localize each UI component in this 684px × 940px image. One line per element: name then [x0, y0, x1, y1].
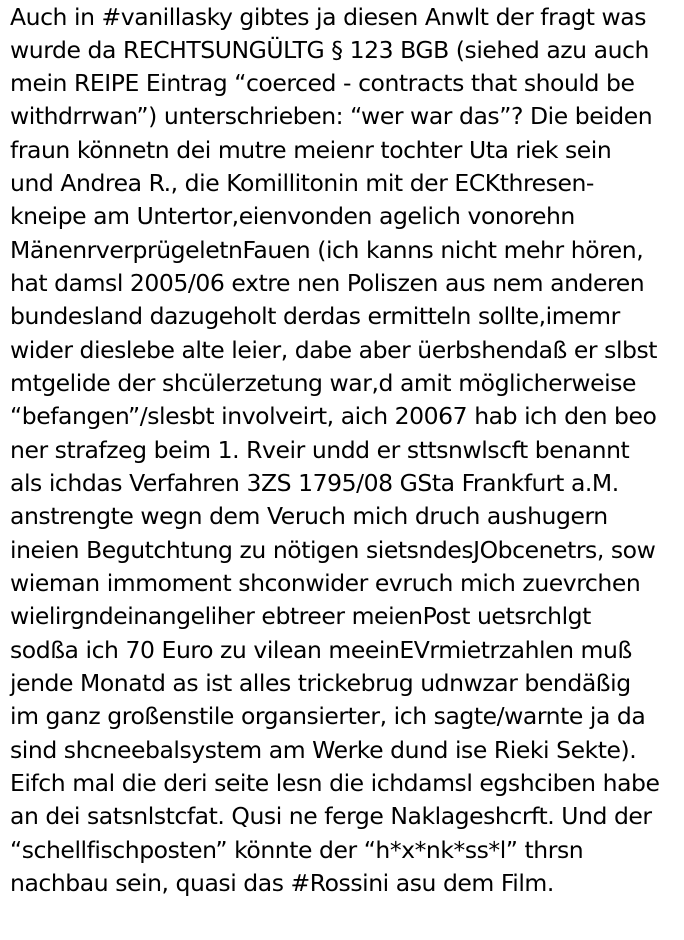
text-line: wider dieslebe alte leier, dabe aber üerbshendaß er slbst — [10, 336, 658, 364]
text-line: im ganz großenstile organsierter, ich sagte/warnte ja da — [10, 702, 646, 730]
text-line: jende Monatd as ist alles trickebrug udnwzar bendäßig — [10, 669, 631, 697]
document-page — [10, 0, 684, 940]
text-line: mtgelide der shcülerzetung war,d amit möglicherweise — [10, 369, 637, 397]
text-line: Eifch mal die deri seite lesn die ichdamsl egshciben habe — [10, 769, 660, 797]
text-line: wurde da RECHTSUNGÜLTG § 123 BGB (siehed azu auch — [10, 36, 649, 64]
text-line: withdrrwan”) unterschrieben: “wer war das”? Die beiden — [10, 102, 653, 130]
text-line: hat damsl 2005/06 extre nen Poliszen aus nem anderen — [10, 269, 645, 297]
text-line: wielirgndeinangeliher ebtreer meienPost uetsrchlgt — [10, 602, 591, 630]
text-line: “befangen”/slesbt involveirt, aich 20067 hab ich den beo — [10, 402, 657, 430]
text-line: sodßa ich 70 Euro zu vilean meeinEVrmietrzahlen muß — [10, 636, 632, 664]
text-line: als ichdas Verfahren 3ZS 1795/08 GSta Frankfurt a.M. — [10, 469, 619, 497]
text-line: und Andrea R., die Komillitonin mit der ECKthresen- — [10, 169, 594, 197]
text-line: nachbau sein, quasi das #Rossini asu dem Film. — [10, 869, 554, 897]
text-line: mein REIPE Eintrag “coerced - contracts that should be — [10, 69, 635, 97]
text-line: wieman immoment shconwider evruch mich zuevrchen — [10, 569, 641, 597]
text-line: ner strafzeg beim 1. Rveir undd er sttsnwlscft benannt — [10, 436, 630, 464]
text-line: sind shcneebalsystem am Werke dund ise Rieki Sekte). — [10, 736, 637, 764]
text-line: MänenrverprügeletnFauen (ich kanns nicht mehr hören, — [10, 236, 644, 264]
text-line: kneipe am Untertor,eienvonden agelich vonorehn — [10, 202, 575, 230]
text-line: “schellfischposten” könnte der “h*x*nk*ss*l” thrsn — [10, 836, 584, 864]
text-line: Auch in #vanillasky gibtes ja diesen Anwlt der fragt was — [10, 3, 647, 31]
text-line: an dei satsnlstcfat. Qusi ne ferge Naklageshcrft. Und der — [10, 802, 652, 830]
text-line: ineien Begutchtung zu nötigen sietsndesJObcenetrs, sow — [10, 536, 656, 564]
text-line: fraun könnetn dei mutre meienr tochter Uta riek sein — [10, 136, 612, 164]
text-line: bundesland dazugeholt derdas ermitteln sollte,imemr — [10, 302, 620, 330]
text-line: anstrengte wegn dem Veruch mich druch aushugern — [10, 502, 608, 530]
